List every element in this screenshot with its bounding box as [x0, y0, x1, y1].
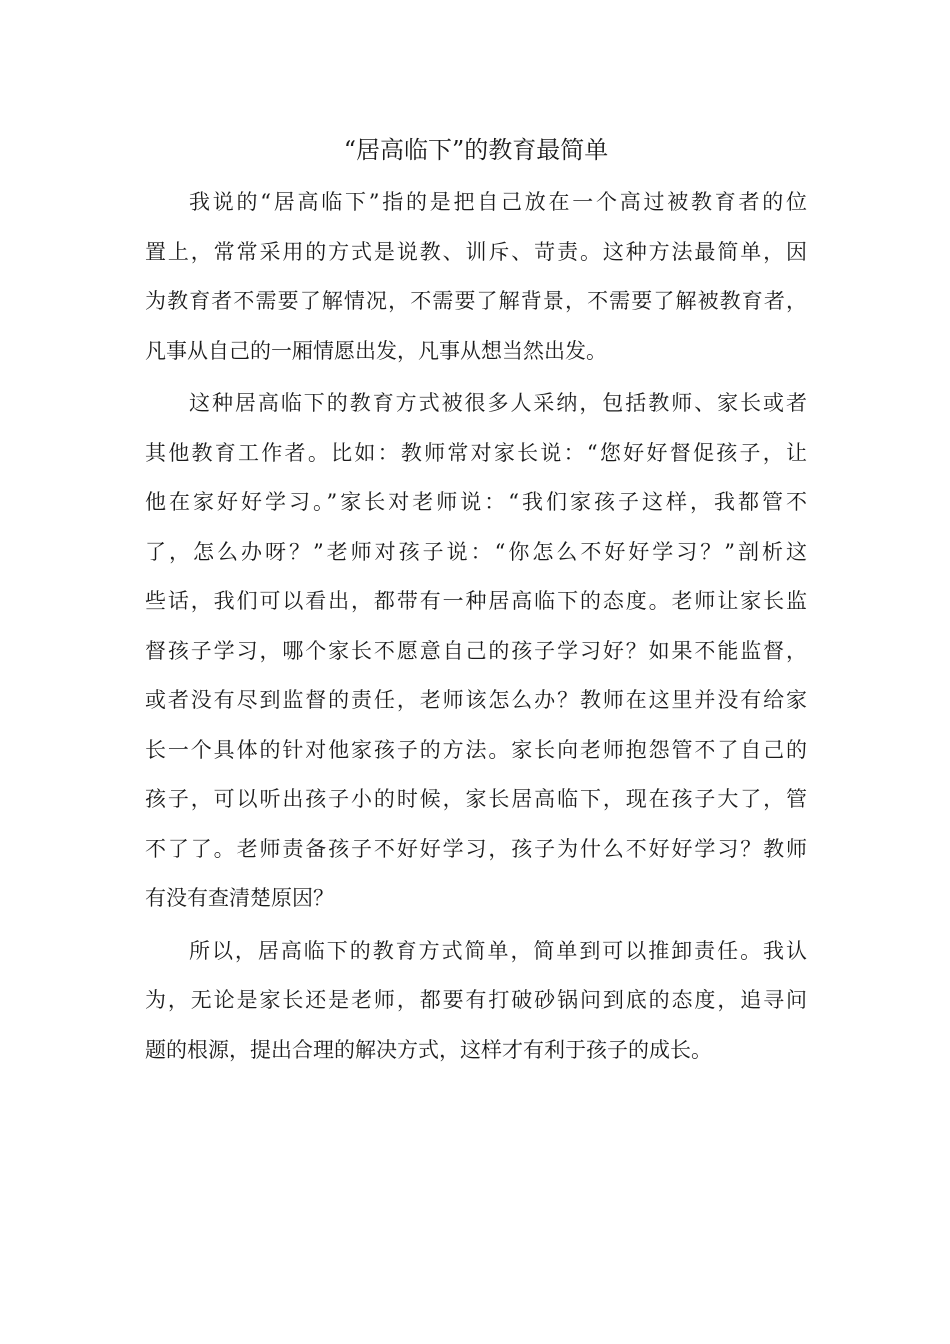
paragraph-line: 为，无论是家长还是老师，都要有打破砂锅问到底的态度，追寻问: [145, 988, 807, 1012]
paragraph-line: 长一个具体的针对他家孩子的方法。家长向老师抱怨管不了自己的: [145, 737, 807, 762]
paragraph-line: 凡事从自己的一厢情愿出发，凡事从想当然出发。: [145, 338, 607, 363]
paragraph-2: [145, 379, 807, 924]
paragraph-line: 了，怎么办呀？”老师对孩子说：“你怎么不好好学习？”剖析这: [145, 539, 807, 564]
paragraph-line: 题的根源，提出合理的解决方式，这样才有利于孩子的成长。: [145, 1037, 712, 1062]
paragraph-line: 为教育者不需要了解情况，不需要了解背景，不需要了解被教育者，: [145, 289, 807, 313]
paragraph-line: 我说的“居高临下”指的是把自己放在一个高过被教育者的位: [189, 190, 807, 214]
paragraph-3: [145, 927, 807, 1076]
paragraph-line: 些话，我们可以看出，都带有一种居高临下的态度。老师让家长监: [145, 589, 807, 613]
paragraph-line: 所以，居高临下的教育方式简单，简单到可以推卸责任。我认: [189, 938, 807, 963]
document-title: “居高临下”的教育最简单: [343, 136, 609, 164]
paragraph-line: 有没有查清楚原因？: [145, 886, 334, 910]
paragraph-line: 或者没有尽到监督的责任，老师该怎么办？教师在这里并没有给家: [145, 688, 807, 712]
paragraph-line: 他在家好好学习。”家长对老师说：“我们家孩子这样，我都管不: [145, 490, 807, 514]
paragraph-1: [145, 178, 807, 376]
paragraph-line: 孩子，可以听出孩子小的时候，家长居高临下，现在孩子大了，管: [145, 787, 807, 811]
paragraph-line: 督孩子学习，哪个家长不愿意自己的孩子学习好？如果不能监督，: [145, 638, 807, 663]
document-body: [145, 128, 807, 1078]
paragraph-line: 置上，常常采用的方式是说教、训斥、苛责。这种方法最简单，因: [145, 239, 807, 264]
paragraph-line: 这种居高临下的教育方式被很多人采纳，包括教师、家长或者: [189, 391, 807, 415]
paragraph-line: 不了了。老师责备孩子不好好学习，孩子为什么不好好学习？教师: [145, 836, 807, 861]
paragraph-line: 其他教育工作者。比如：教师常对家长说：“您好好督促孩子，让: [145, 440, 807, 465]
